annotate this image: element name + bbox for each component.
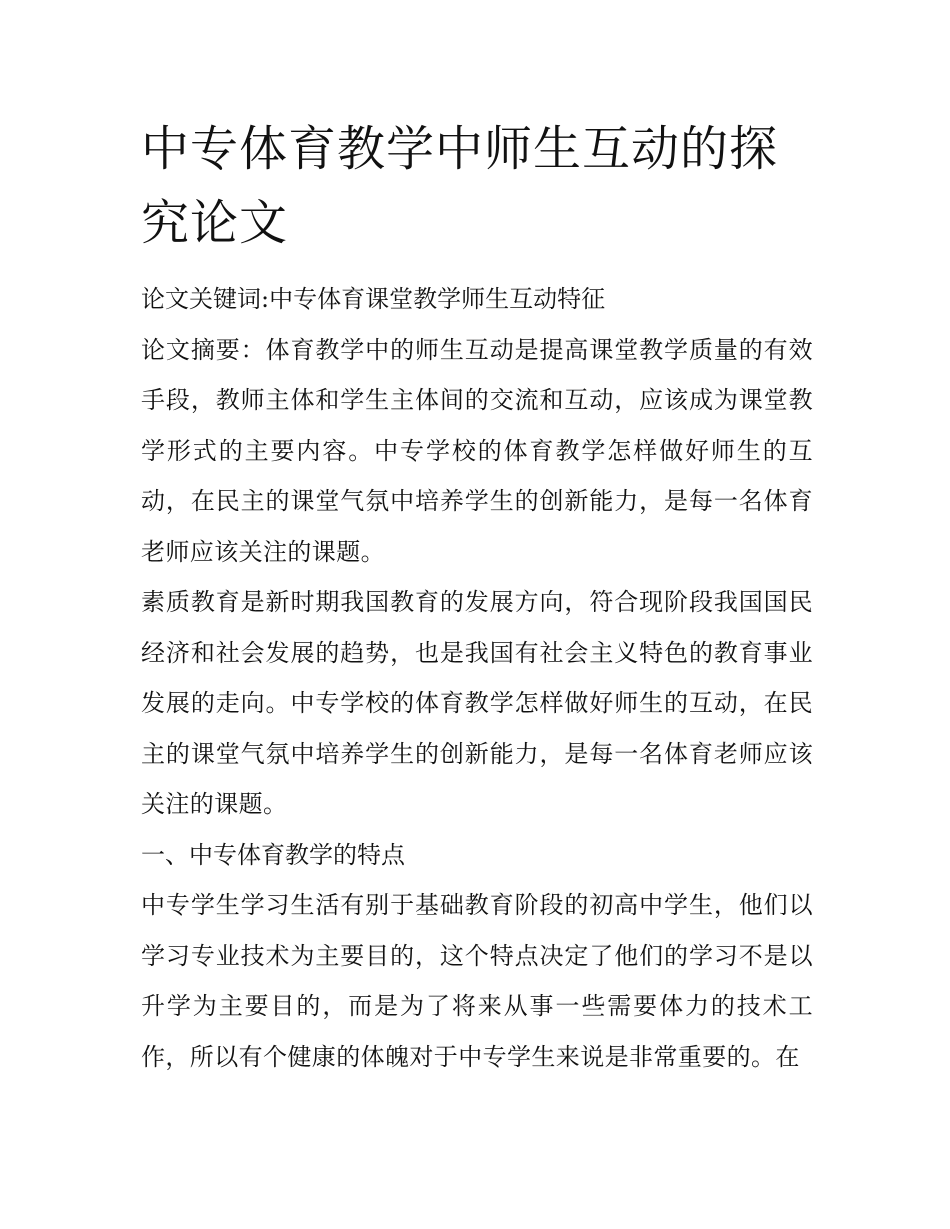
intro-paragraph: 素质教育是新时期我国教育的发展方向，符合现阶段我国国民经济和社会发展的趋势，也是我国有社会主义特色的教育事业发展的走向。中专学校的体育教学怎样做好师生的互动，在民主的课堂气氛中培养学生的创新能力，是每一名体育老师应该关注的课题。	[141, 588, 813, 818]
abstract-paragraph: 论文摘要：体育教学中的师生互动是提高课堂教学质量的有效手段，教师主体和学生主体间的交流和互动，应该成为课堂教学形式的主要内容。中专学校的体育教学怎样做好师生的互动，在民主的课堂气氛中培养学生的创新能力，是每一名体育老师应该关注的课题。	[141, 335, 813, 566]
document-title: 中专体育教学中师生互动的探究论文	[141, 121, 779, 251]
keywords-line: 论文关键词:中专体育课堂教学师生互动特征	[141, 285, 606, 313]
section-paragraph: 中专学生学习生活有别于基础教育阶段的初高中学生，他们以学习专业技术为主要目的，这个特点决定了他们的学习不是以升学为主要目的，而是为了将来从事一些需要体力的技术工作，所以有个健康的体魄对于中专学生来说是非常重要的。在	[141, 891, 813, 1071]
document-page	[141, 112, 813, 1082]
section-heading: 一、中专体育教学的特点	[141, 840, 405, 869]
